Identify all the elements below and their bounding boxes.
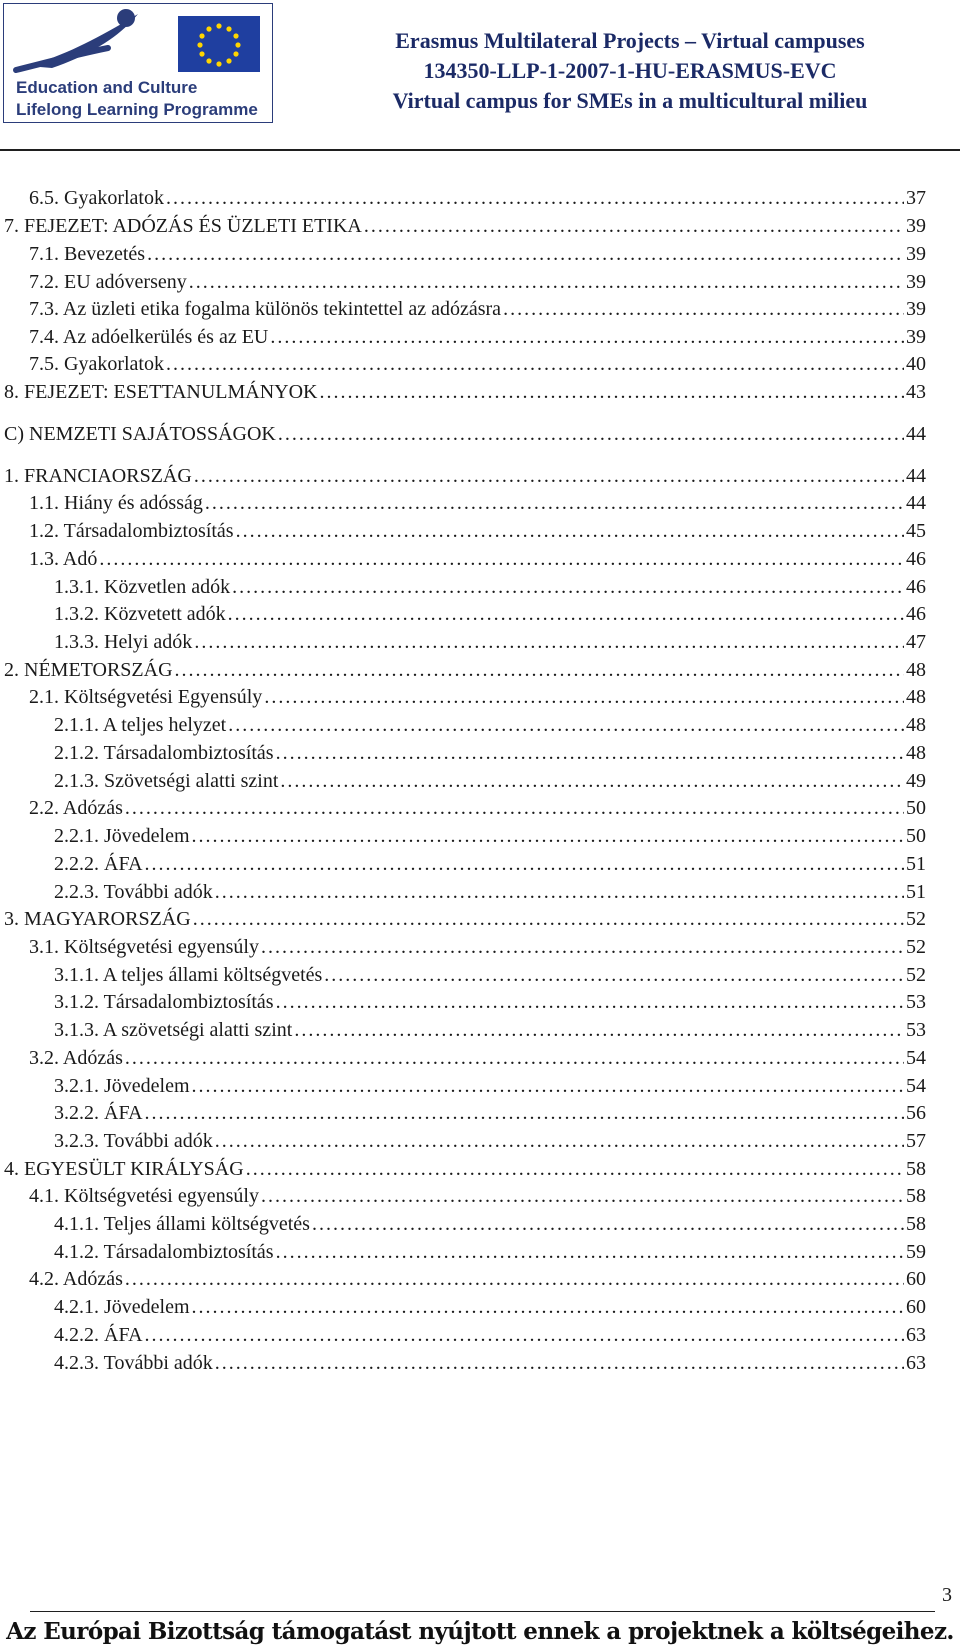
project-header — [310, 26, 950, 116]
toc-dot-leader — [294, 1016, 904, 1044]
toc-entry[interactable] — [0, 767, 960, 795]
toc-entry-title: 4.2.2. ÁFA — [54, 1324, 143, 1346]
toc-entry-page: 54 — [906, 1075, 926, 1097]
toc-entry-title: 2.2.3. További adók — [54, 881, 213, 903]
toc-entry-title: C) NEMZETI SAJÁTOSSÁGOK — [4, 423, 276, 445]
toc-entry-line — [54, 1127, 926, 1155]
toc-entry-page: 53 — [906, 1019, 926, 1041]
toc-dot-leader — [280, 767, 904, 795]
toc-entry[interactable] — [0, 212, 960, 240]
toc-entry[interactable] — [0, 489, 960, 517]
toc-entry-line — [54, 711, 926, 739]
toc-entry-line — [29, 295, 926, 323]
toc-entry-title: 3.1.2. Társadalombiztosítás — [54, 991, 274, 1013]
toc-entry-line — [29, 350, 926, 378]
toc-entry-line — [29, 545, 926, 573]
toc-entry-title: 3.1.1. A teljes állami költségvetés — [54, 964, 323, 986]
toc-entry[interactable] — [0, 1072, 960, 1100]
logo-line-education-culture: Education and Culture — [16, 78, 198, 97]
toc-entry[interactable] — [0, 1265, 960, 1293]
toc-entry-page: 45 — [906, 520, 926, 542]
toc-entry-page: 58 — [906, 1213, 926, 1235]
toc-entry-title: 8. FEJEZET: ESETTANULMÁNYOK — [4, 381, 318, 403]
toc-entry-title: 4. EGYESÜLT KIRÁLYSÁG — [4, 1158, 244, 1180]
toc-entry[interactable] — [0, 1099, 960, 1127]
toc-dot-leader — [125, 1044, 904, 1072]
toc-dot-leader — [324, 961, 904, 989]
toc-dot-leader — [125, 1265, 904, 1293]
toc-entry[interactable] — [0, 1349, 960, 1377]
toc-dot-leader — [270, 323, 904, 351]
toc-entry-line — [29, 794, 926, 822]
toc-entry[interactable] — [0, 656, 960, 684]
header-title-line-1: Erasmus Multilateral Projects – Virtual campuses — [395, 28, 865, 53]
toc-entry-title: 1.3.3. Helyi adók — [54, 631, 193, 653]
toc-entry-page: 39 — [906, 298, 926, 320]
toc-entry[interactable] — [0, 1182, 960, 1210]
toc-entry-page: 48 — [906, 686, 926, 708]
toc-entry-line — [54, 573, 926, 601]
toc-dot-leader — [261, 933, 904, 961]
toc-entry[interactable] — [0, 1127, 960, 1155]
toc-entry-title: 4.2.3. További adók — [54, 1352, 213, 1374]
toc-dot-leader — [215, 1127, 904, 1155]
toc-entry-title: 1.3.1. Közvetlen adók — [54, 576, 231, 598]
toc-entry[interactable] — [0, 1238, 960, 1266]
toc-entry-page: 48 — [906, 742, 926, 764]
toc-entry-page: 56 — [906, 1102, 926, 1124]
toc-entry[interactable] — [0, 933, 960, 961]
toc-entry[interactable] — [0, 794, 960, 822]
toc-dot-leader — [175, 656, 904, 684]
toc-dot-leader — [236, 517, 904, 545]
toc-entry[interactable] — [0, 961, 960, 989]
toc-dot-leader — [145, 1099, 904, 1127]
toc-entry[interactable] — [0, 1293, 960, 1321]
toc-entry[interactable] — [0, 822, 960, 850]
toc-entry-line — [4, 420, 926, 448]
toc-entry-title: 3.1.3. A szövetségi alatti szint — [54, 1019, 293, 1041]
toc-entry-line — [54, 878, 926, 906]
toc-entry-page: 58 — [906, 1158, 926, 1180]
toc-entry-line — [29, 184, 926, 212]
toc-entry-line — [54, 1321, 926, 1349]
toc-entry[interactable] — [0, 1155, 960, 1183]
toc-entry-line — [54, 988, 926, 1016]
toc-entry-title: 2.2. Adózás — [29, 797, 123, 819]
toc-entry-line — [4, 212, 926, 240]
toc-dot-leader — [278, 420, 904, 448]
eu-flag-icon — [178, 16, 260, 72]
toc-entry-page: 47 — [906, 631, 926, 653]
toc-entry-line — [29, 517, 926, 545]
toc-dot-leader — [320, 378, 905, 406]
toc-entry-line — [54, 1210, 926, 1238]
toc-dot-leader — [192, 1072, 904, 1100]
toc-entry-page: 44 — [906, 423, 926, 445]
toc-entry-page: 50 — [906, 825, 926, 847]
header-divider — [0, 149, 960, 151]
toc-entry-title: 2.1.2. Társadalombiztosítás — [54, 742, 274, 764]
toc-entry-page: 46 — [906, 576, 926, 598]
toc-entry-line — [4, 905, 926, 933]
toc-dot-leader — [228, 711, 904, 739]
toc-dot-leader — [232, 573, 904, 601]
toc-entry-line — [54, 961, 926, 989]
toc-dot-leader — [145, 850, 904, 878]
toc-dot-leader — [192, 822, 904, 850]
toc-entry-line — [54, 739, 926, 767]
funding-disclaimer: Az Európai Bizottság támogatást nyújtott ennek a projektnek a költségeihez. — [6, 1618, 954, 1645]
toc-entry-page: 44 — [906, 492, 926, 514]
toc-dot-leader — [503, 295, 904, 323]
toc-entry-line — [54, 1099, 926, 1127]
toc-dot-leader — [194, 462, 904, 490]
lifelong-learning-logo — [3, 3, 273, 123]
toc-dot-leader — [125, 794, 904, 822]
toc-entry-title: 4.2. Adózás — [29, 1268, 123, 1290]
toc-entry-page: 53 — [906, 991, 926, 1013]
toc-entry-page: 57 — [906, 1130, 926, 1152]
toc-entry-line — [54, 628, 926, 656]
toc-dot-leader — [246, 1155, 904, 1183]
toc-entry-page: 39 — [906, 326, 926, 348]
toc-entry-page: 60 — [906, 1296, 926, 1318]
toc-entry-page: 63 — [906, 1352, 926, 1374]
toc-entry[interactable] — [0, 878, 960, 906]
toc-dot-leader — [147, 240, 904, 268]
toc-entry-title: 2.1.3. Szövetségi alatti szint — [54, 770, 279, 792]
toc-entry[interactable] — [0, 739, 960, 767]
toc-entry-line — [29, 323, 926, 351]
toc-entry-title: 7.1. Bevezetés — [29, 243, 146, 265]
toc-entry-line — [29, 933, 926, 961]
toc-entry[interactable] — [0, 420, 960, 448]
toc-entry[interactable] — [0, 683, 960, 711]
toc-entry-line — [4, 462, 926, 490]
toc-entry-title: 3.1. Költségvetési egyensúly — [29, 936, 259, 958]
toc-entry-title: 3.2.1. Jövedelem — [54, 1075, 190, 1097]
header-title-line-3: Virtual campus for SMEs in a multicultural milieu — [392, 88, 868, 113]
toc-entry-title: 2. NÉMETORSZÁG — [4, 659, 173, 681]
toc-entry[interactable] — [0, 462, 960, 490]
toc-entry-line — [54, 600, 926, 628]
toc-dot-leader — [276, 739, 904, 767]
toc-entry-title: 1.3.2. Közvetett adók — [54, 603, 226, 625]
toc-entry-page: 40 — [906, 353, 926, 375]
toc-entry-page: 39 — [906, 271, 926, 293]
toc-entry-page: 39 — [906, 215, 926, 237]
toc-entry[interactable] — [0, 184, 960, 212]
toc-entry-line — [29, 683, 926, 711]
toc-entry[interactable] — [0, 850, 960, 878]
toc-entry-page: 54 — [906, 1047, 926, 1069]
toc-entry-title: 2.1.1. A teljes helyzet — [54, 714, 227, 736]
toc-entry-title: 3.2.3. További adók — [54, 1130, 213, 1152]
toc-dot-leader — [193, 905, 904, 933]
toc-dot-leader — [261, 1182, 904, 1210]
toc-dot-leader — [264, 683, 904, 711]
toc-entry-title: 1. FRANCIAORSZÁG — [4, 465, 192, 487]
toc-entry-page: 59 — [906, 1241, 926, 1263]
toc-dot-leader — [312, 1210, 904, 1238]
toc-entry[interactable] — [0, 711, 960, 739]
toc-entry-title: 1.3. Adó — [29, 548, 98, 570]
toc-entry-title: 4.2.1. Jövedelem — [54, 1296, 190, 1318]
toc-entry-line — [29, 1265, 926, 1293]
toc-entry-page: 52 — [906, 908, 926, 930]
toc-entry-line — [4, 1155, 926, 1183]
toc-entry-line — [54, 1293, 926, 1321]
toc-dot-leader — [205, 489, 904, 517]
toc-entry-line — [4, 656, 926, 684]
toc-entry-line — [54, 1072, 926, 1100]
toc-dot-leader — [145, 1321, 904, 1349]
toc-entry-line — [54, 1016, 926, 1044]
toc-entry[interactable] — [0, 268, 960, 296]
toc-entry-page: 43 — [906, 381, 926, 403]
toc-entry-page: 60 — [906, 1268, 926, 1290]
toc-entry-title: 7.3. Az üzleti etika fogalma különös tekintettel az adózásra — [29, 298, 502, 320]
toc-entry-title: 3. MAGYARORSZÁG — [4, 908, 191, 930]
toc-entry-line — [29, 268, 926, 296]
toc-entry-title: 1.2. Társadalombiztosítás — [29, 520, 234, 542]
toc-entry[interactable] — [0, 545, 960, 573]
toc-entry-page: 44 — [906, 465, 926, 487]
toc-entry-title: 2.1. Költségvetési Egyensúly — [29, 686, 263, 708]
toc-entry-line — [29, 489, 926, 517]
toc-entry-line — [54, 1349, 926, 1377]
toc-entry-title: 3.2.2. ÁFA — [54, 1102, 143, 1124]
toc-entry-line — [29, 1182, 926, 1210]
logo-line-lifelong-learning: Lifelong Learning Programme — [16, 100, 258, 119]
toc-entry[interactable] — [0, 1016, 960, 1044]
toc-entry-line — [4, 378, 926, 406]
toc-dot-leader — [194, 628, 904, 656]
toc-entry-title: 4.1. Költségvetési egyensúly — [29, 1185, 259, 1207]
programme-logo-icon — [8, 8, 270, 74]
toc-entry-line — [54, 822, 926, 850]
toc-entry-title: 7. FEJEZET: ADÓZÁS ÉS ÜZLETI ETIKA — [4, 215, 362, 237]
toc-dot-leader — [276, 1238, 904, 1266]
toc-entry[interactable] — [0, 988, 960, 1016]
toc-dot-leader — [228, 600, 904, 628]
toc-entry[interactable] — [0, 628, 960, 656]
toc-entry[interactable] — [0, 517, 960, 545]
toc-entry-title: 3.2. Adózás — [29, 1047, 123, 1069]
toc-entry-page: 50 — [906, 797, 926, 819]
toc-entry-line — [54, 850, 926, 878]
toc-entry-page: 48 — [906, 659, 926, 681]
toc-entry-title: 4.1.1. Teljes állami költségvetés — [54, 1213, 310, 1235]
toc-entry-page: 49 — [906, 770, 926, 792]
toc-entry-line — [29, 1044, 926, 1072]
toc-entry[interactable] — [0, 350, 960, 378]
toc-dot-leader — [276, 988, 904, 1016]
toc-entry[interactable] — [0, 573, 960, 601]
toc-entry-page: 51 — [906, 881, 926, 903]
toc-entry-page: 52 — [906, 936, 926, 958]
toc-entry-title: 7.4. Az adóelkerülés és az EU — [29, 326, 269, 348]
toc-entry-line — [29, 240, 926, 268]
toc-dot-leader — [364, 212, 904, 240]
toc-entry-title: 2.2.1. Jövedelem — [54, 825, 190, 847]
toc-dot-leader — [192, 1293, 904, 1321]
toc-entry[interactable] — [0, 905, 960, 933]
toc-dot-leader — [189, 268, 904, 296]
toc-entry-page: 46 — [906, 548, 926, 570]
toc-entry-line — [54, 1238, 926, 1266]
toc-entry[interactable] — [0, 1210, 960, 1238]
toc-entry[interactable] — [0, 1044, 960, 1072]
toc-dot-leader — [166, 184, 904, 212]
toc-entry-title: 7.5. Gyakorlatok — [29, 353, 164, 375]
footer-divider — [30, 1611, 935, 1612]
header-title-line-2: 134350-LLP-1-2007-1-HU-ERASMUS-EVC — [423, 58, 837, 83]
toc-entry-line — [54, 767, 926, 795]
toc-entry-page: 58 — [906, 1185, 926, 1207]
toc-entry[interactable] — [0, 240, 960, 268]
toc-entry-title: 2.2.2. ÁFA — [54, 853, 143, 875]
toc-entry-title: 4.1.2. Társadalombiztosítás — [54, 1241, 274, 1263]
toc-dot-leader — [99, 545, 904, 573]
toc-entry-page: 63 — [906, 1324, 926, 1346]
toc-entry-page: 51 — [906, 853, 926, 875]
toc-entry-page: 39 — [906, 243, 926, 265]
toc-entry[interactable] — [0, 323, 960, 351]
toc-entry-page: 48 — [906, 714, 926, 736]
toc-entry-title: 6.5. Gyakorlatok — [29, 187, 164, 209]
toc-entry-title: 7.2. EU adóverseny — [29, 271, 187, 293]
toc-dot-leader — [166, 350, 904, 378]
toc-entry[interactable] — [0, 600, 960, 628]
toc-dot-leader — [215, 1349, 904, 1377]
toc-entry[interactable] — [0, 295, 960, 323]
toc-entry-page: 37 — [906, 187, 926, 209]
toc-entry-page: 46 — [906, 603, 926, 625]
page-number: 3 — [942, 1584, 952, 1606]
toc-entry-page: 52 — [906, 964, 926, 986]
toc-entry-title: 1.1. Hiány és adósság — [29, 492, 203, 514]
toc-entry[interactable] — [0, 1321, 960, 1349]
toc-dot-leader — [215, 878, 904, 906]
toc-entry[interactable] — [0, 378, 960, 406]
